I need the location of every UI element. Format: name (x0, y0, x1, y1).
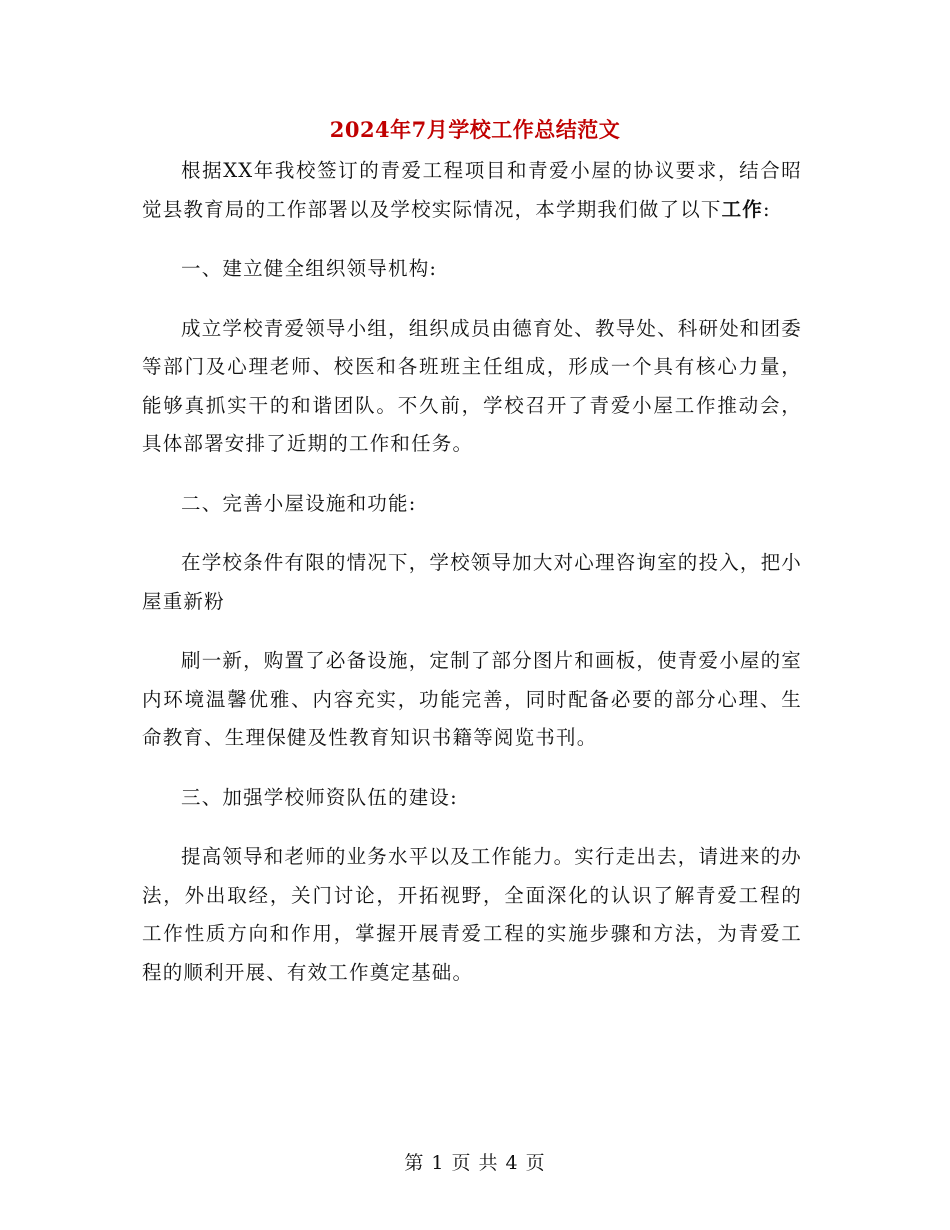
section-heading-3: 三、加强学校师资队伍的建设: (181, 785, 458, 809)
document-title: 2024年7月学校工作总结范文 (329, 117, 621, 142)
intro-paragraph (142, 152, 802, 229)
intro-bold-word: 工作 (721, 197, 764, 221)
section-3-paragraph-1: 提高领导和老师的业务水平以及工作能力。实行走出去，请进来的办法，外出取经，关门讨论，开拓视野，全面深化的认识了解青爱工程的工作性质方向和作用，掌握开展青爱工程的实施步骤和方法，为青爱工程的顺利开展、有效工作奠定基础。 (142, 845, 803, 984)
document-body (142, 152, 802, 992)
section-heading-1: 一、建立健全组织领导机构: (181, 257, 438, 280)
section-2-paragraph-1: 在学校条件有限的情况下，学校领导加大对心理咨询室的投入，把小屋重新粉 (142, 551, 803, 613)
section-1-paragraph-1: 成立学校青爱领导小组，组织成员由德育处、教导处、科研处和团委等部门及心理老师、校医和各班班主任组成，形成一个具有核心力量，能够真抓实干的和谐团队。不久前，学校召开了青爱小屋工作推动会，具体部署安排了近期的工作和任务。 (142, 316, 803, 455)
page-number-footer: 第 1 页 共 4 页 (404, 1152, 546, 1174)
section-heading-2: 二、完善小屋设施和功能: (181, 491, 417, 515)
intro-text: 根据XX年我校签订的青爱工程项目和青爱小屋的协议要求，结合昭觉县教育局的工作部署以及学校实际情况，本学期我们做了以下 (142, 159, 802, 221)
intro-colon: : (763, 197, 771, 221)
section-2-paragraph-2: 刷一新，购置了必备设施，定制了部分图片和画板，使青爱小屋的室内环境温馨优雅、内容充实，功能完善，同时配备必要的部分心理、生命教育、生理保健及性教育知识书籍等阅览书刊。 (142, 649, 803, 749)
